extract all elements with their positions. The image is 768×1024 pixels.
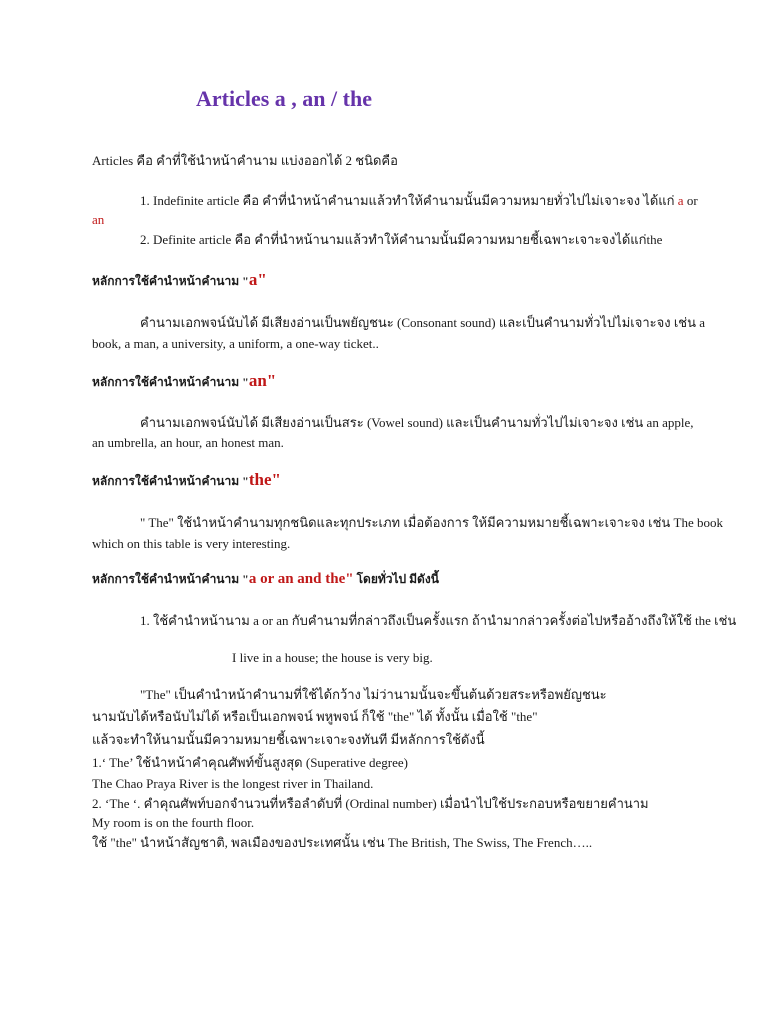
heading-an-label: หลักการใช้คำนำหน้าคำนาม " [92, 375, 249, 389]
heading-both [92, 570, 439, 588]
section-a-line1: คำนามเอกพจน์นับได้ มีเสียงอ่านเป็นพยัญชนะ (Consonant sound) และเป็นคำนามทั่วไปไม่เจาะจง เช่น a [140, 315, 705, 330]
rule-superlative-example: The Chao Praya River is the longest river in Thailand. [92, 776, 374, 791]
section-the-line1: " The" ใช้นำหน้าคำนามทุกชนิดและทุกประเภท เมื่อต้องการ ให้มีความหมายชี้เฉพาะเจาะจง เช่น The book [140, 515, 723, 530]
the-paragraph-1: "The" เป็นคำนำหน้าคำนามที่ใช้ได้กว้าง ไม่ว่านามนั้นจะขึ้นต้นด้วยสระหรือพยัญชนะ [140, 687, 607, 702]
section-a-line2: book, a man, a university, a uniform, a one-way ticket.. [92, 336, 379, 351]
example-sentence: I live in a house; the house is very big. [232, 650, 433, 665]
article-an: an [92, 212, 105, 227]
rule-ordinal: 2. ‘The ‘. คำคุณศัพท์บอกจำนวนที่หรือลำดับที่ (Ordinal number) เมื่อนำไปใช้ประกอบหรือขยายคำนาม [92, 796, 649, 811]
intro-text: Articles คือ คำที่ใช้นำหน้าคำนาม แบ่งออกได้ 2 ชนิดคือ [92, 153, 398, 168]
heading-the-label: หลักการใช้คำนำหน้าคำนาม " [92, 474, 249, 488]
heading-a [92, 271, 267, 290]
or-word: or [686, 193, 698, 208]
definite-line: 2. Definite article คือ คำที่นำหน้านามแล้วทำให้คำนามนั้นมีความหมายชี้เฉพาะเจาะจงได้แก่the [140, 232, 663, 247]
indefinite-line [140, 192, 698, 210]
rule1-text: 1. ใช้คำนำหน้านาม a or an กับคำนามที่กล่าวถึงเป็นครั้งแรก ถ้านำมากล่าวครั้งต่อไปหรืออ้างถึงให้ใช้ the เช่น [140, 613, 737, 628]
article-a: a [677, 193, 684, 208]
heading-a-label: หลักการใช้คำนำหน้าคำนาม " [92, 274, 249, 288]
the-paragraph-3: แล้วจะทำให้นามนั้นมีความหมายชี้เฉพาะเจาะจงทันที มีหลักการใช้ดังนี้ [92, 732, 485, 747]
the-paragraph-2: นามนับได้หรือนับไม่ได้ หรือเป็นเอกพจน์ พหูพจน์ ก็ใช้ "the" ได้ ทั้งนั้น เมื่อใช้ "the" [92, 709, 538, 724]
section-an-line2: an umbrella, an hour, an honest man. [92, 435, 284, 450]
heading-a-article: a" [248, 270, 267, 289]
page-title: Articles a , an / the [196, 86, 372, 111]
rule-nationality: ใช้ "the" นำหน้าสัญชาติ, พลเมืองของประเทศนั้น เช่น The British, The Swiss, The French….. [92, 835, 593, 850]
rule-superlative: 1.‘ The’ ใช้นำหน้าคำคุณศัพท์ขั้นสูงสุด (Superative degree) [92, 755, 408, 770]
heading-both-suffix: โดยทั่วไป มีดังนี้ [353, 572, 439, 586]
heading-the-article: the" [248, 470, 281, 489]
heading-an [92, 372, 276, 391]
rule-ordinal-example: My room is on the fourth floor. [92, 815, 255, 830]
heading-both-label: หลักการใช้คำนำหน้าคำนาม " [92, 572, 249, 586]
indefinite-text: 1. Indefinite article คือ คำที่นำหน้าคำนามแล้วทำให้คำนามนั้นมีความหมายทั่วไปไม่เจาะจง ได้แก่ [140, 193, 675, 208]
section-an-line1: คำนามเอกพจน์นับได้ มีเสียงอ่านเป็นสระ (Vowel sound) และเป็นคำนามทั่วไปไม่เจาะจง เช่น an apple, [140, 415, 694, 430]
heading-the [92, 471, 281, 490]
heading-an-article: an" [248, 371, 277, 390]
section-the-line2: which on this table is very interesting. [92, 536, 291, 551]
heading-both-article: a or an and the" [248, 571, 354, 587]
